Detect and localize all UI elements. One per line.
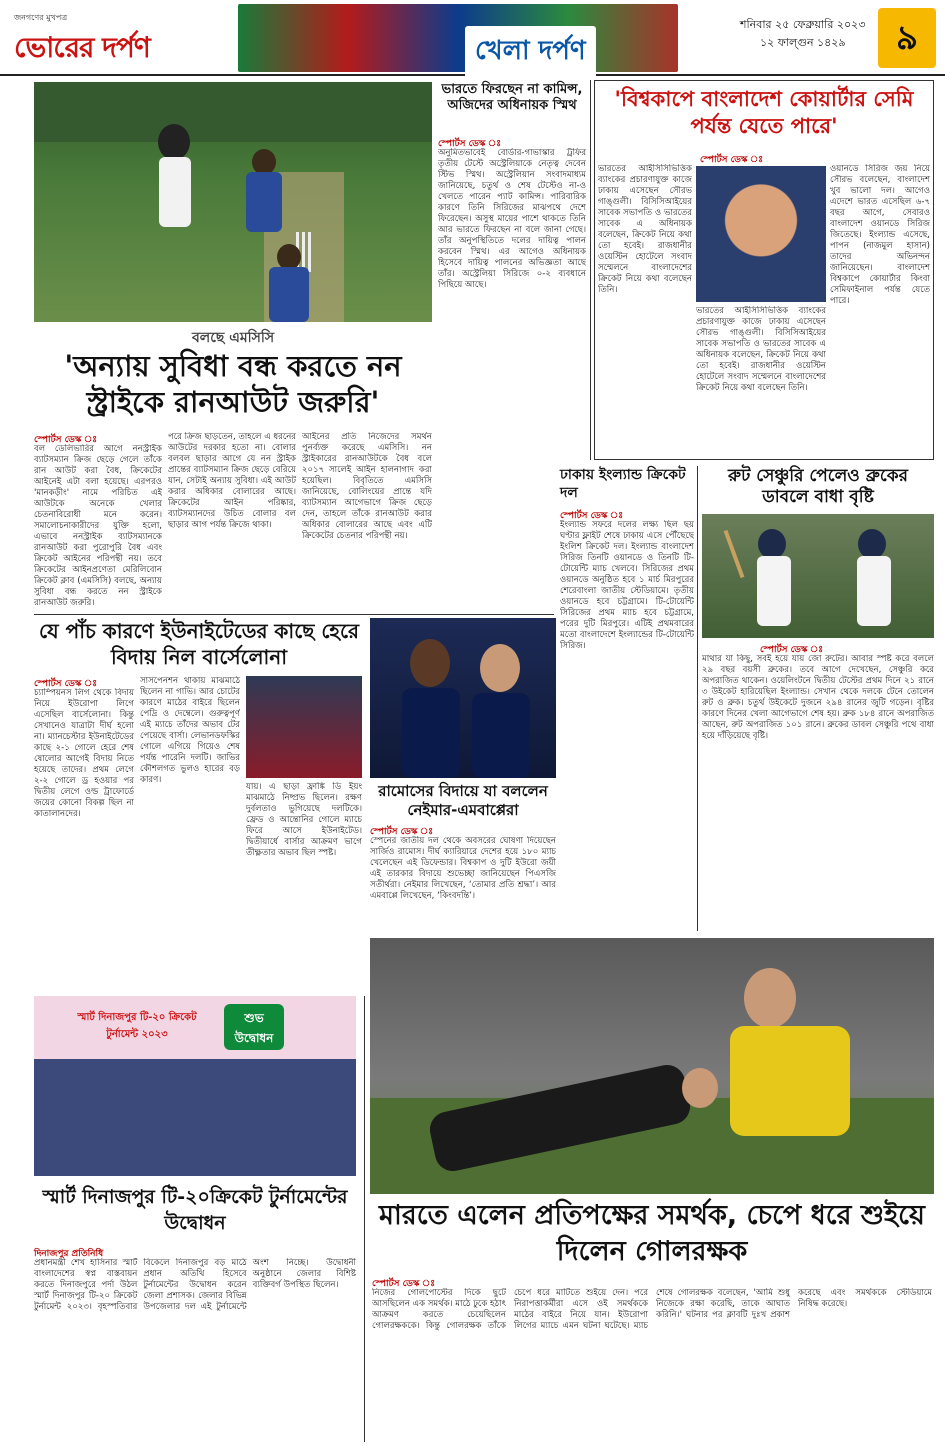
banner-text: স্মার্ট দিনাজপুর টি-২০ ক্রিকেট টুর্নামেন্ট ২০২৩ — [77, 1012, 197, 1040]
column-divider — [590, 80, 591, 460]
column-divider — [697, 466, 698, 931]
article-byline: স্পোর্টস ডেস্ক ঃ — [372, 1279, 436, 1289]
article-body: প্রধানমন্ত্রী শেখ হাসিনার স্মার্ট বাংলাদেশের স্বপ্ন বাস্তবায়ন করতে দিনাজপুরে পর্দা উঠল স্মার্ট দিনাজপুর টি-২০ ক্রিকেট টুর্নামেন্ট ২০২৩। বৃহস্পতিবার বিকেলে দিনাজপুর বড় মাঠে প্রধান অতিথি হিসেবে টুর্নামেন্টের উদ্বোধন করেন জেলা প্রশাসক। জেলার বিভিন্ন উপজেলার দল এই টুর্নামেন্টে অংশ নিচ্ছে। উদ্বোধনী অনুষ্ঠানে জেলার বিশিষ্ট ব্যক্তিবর্গ উপস্থিত ছিলেন। — [34, 1258, 356, 1312]
article-body: ভারতের আইসিসিভিত্তিক ব্যাংকের প্রচারণাযুক্ত কাজে ঢাকায় এসেছেন সৌরভ গাঙ্গুলী। বিসিসিআইয়ের সাবেক সভাপতি ও ভারতের সাবেক এ অধিনায়ক বলেছেন, ক্রিকেট নিয়ে কথা তো হবেই। রাজধানীর ওয়েস্টিন হোটেলে সংবাদ সম্মেলনে বাংলাদেশের ক্রিকেট নিয়ে কথা বলেছেন তিনি। — [696, 306, 826, 393]
article-byline: স্পোর্টস ডেস্ক ঃ — [560, 511, 624, 521]
date-bengali: ১২ ফাল্গুন ১৪২৯ — [760, 36, 846, 49]
article-body: আইনের প্রতি নিজেদের সমর্থন পুনর্ব্যক্ত করেছে এমসিসি। নন স্ট্রাইকারের রানআউটকে বৈধ বলে ২০১৭ সালেই আইন হালনাগাদ করা হয়েছিল। বিবৃতিতে এমসিসি জানিয়েছে, বোলিংয়ের প্রান্তে যদি ব্যাটসম্যান আগেভাগে ক্রিজ ছেড়ে দেন, তাহলে তাঁকে রানআউট করার অধিকার বোলারের আছে এবং এটি ক্রিকেটের চেতনার পরিপন্থী নয়। — [302, 432, 432, 541]
tournament-opening-photo — [34, 996, 356, 1176]
article-body: বল ডেলিভারির আগে ননস্ট্রাইক ব্যাটসম্যান ক্রিজ ছেড়ে গেলে তাঁকে রান আউট করা বৈধ, ক্রিকেটের আইনেই এটা বলা হয়েছে। এরপরও 'মানকড়ীং' নামে পরিচিত এই আউটকে অনেকে খেলার চেতনাবিরোধী মনে করেন। সমালোচনাকারীদের যুক্তি হলো, এভাবে ননস্ট্রাইক ব্যাটসম্যানকে রানআউট করা পুরোপুরি বৈধ এবং ক্রিকেট আইনের পরিপন্থী নয়। তবে ক্রিকেটের আইনপ্রণেতা মেরিলিবোন ক্রিকেট ক্লাব (এমসিসি) বলছে, অন্যায় সুবিধা বন্ধ করতে নন স্ট্রাইকে রানআউট জরুরি। — [34, 444, 162, 608]
article-headline: 'অন্যায় সুবিধা বন্ধ করতে নন স্ট্রাইকে রানআউট জরুরি' — [64, 349, 402, 419]
article-byline: দিনাজপুর প্রতিনিধি — [34, 1249, 104, 1259]
masthead — [0, 0, 945, 76]
goalkeeper-fan-photo — [370, 938, 934, 1194]
article-headline: রামোসের বিদায়ে যা বললেন নেইমার-এমবাপ্পেরা — [378, 782, 548, 819]
article-byline: স্পোর্টস ডেস্ক ঃ — [34, 679, 98, 689]
article-body: অনুমিতভাবেই বোর্ডার-গাভাস্কার ট্রফির তৃতীয় টেস্টে অস্ট্রেলিয়াকে নেতৃত্ব দেবেন স্টিভ স্মিথ। অস্ট্রেলিয়ান সংবাদমাধ্যম জানিয়েছে, চতুর্থ ও শেষ টেস্টেও না-ও খেলতে পারেন প্যাট কামিন্স। পারিবারিক কারণে তিনি সিরিজের মাঝপথে দেশে ফিরেছেন। অসুস্থ মায়ের পাশে থাকতে তিনি আর ভারতে ফিরছেন না বলে জানা গেছে। তাঁর অনুপস্থিতিতে দলের দায়িত্ব পালন করবেন স্মিথ। এর আগেও অধিনায়ক হিসেবে দায়িত্ব পালনের অভিজ্ঞতা আছে তাঁর। অস্ট্রেলিয়া সিরিজে ০-২ ব্যবধানে পিছিয়ে আছে। — [438, 148, 586, 290]
article-body: পরে ক্রিজ ছাড়তেন, তাহলে এ ধরনের আউটের দরকার হতো না। বোলার বলবল ছাড়ার আগে যে নন স্ট্রাইক প্রান্তের ব্যাটসম্যান ক্রিজ ছেড়ে বেরিয়ে যান, সেটাই অন্যায় সুবিধা। এই আউট করার অধিকার বোলারের আছে। ক্রিকেটের আইন পরিষ্কার, ব্যাটসম্যানদের উচিত বোলার বল ছাড়ার আগ পর্যন্ত ক্রিজে থাকা। — [168, 432, 296, 530]
opening-sign: শুভ উদ্বোধন — [224, 1004, 284, 1050]
cricket-photo-illustration — [702, 514, 934, 638]
article-headline: স্মার্ট দিনাজপুর টি-২০ক্রিকেট টুর্নামেন্টের উদ্বোধন — [42, 1186, 348, 1234]
section-title: খেলা দর্পণ — [465, 26, 596, 78]
article-body: চ্যাম্পিয়নস লিগ থেকে বিদায় নিয়ে ইউরোপা লিগে এসেছিল বার্সেলোনা। কিন্তু সেখানেও যাত্রাটা দীর্ঘ হলো না। ম্যানচেস্টার ইউনাইটেডের কাছে ২-১ গোলে হেরে শেষ ষোলোর আগেই বিদায় নিতে হয়েছে তাদের। প্রথম লেগে ২-২ গোলে ড্র হওয়ার পর দ্বিতীয় লেগে ওল্ড ট্রাফোর্ডে জয়ের কোনো বিকল্প ছিল না কাতালানদের। — [34, 688, 134, 819]
football-photo-illustration — [370, 938, 934, 1194]
cricket-runout-photo — [34, 82, 432, 322]
football-photo-illustration — [370, 618, 556, 778]
article-body: সাসপেনশন থাকায় মাঝমাঠে ছিলেন না গাভি। আর চোটের কারণে মাঠের বাইরে ছিলেন পেদ্রি ও দেম্বেলে। গুরুত্বপূর্ণ এই ম্যাচে তাঁদের অভাব টের পেয়েছে বার্সা। লেভানডফস্কির গোলে এগিয়ে গিয়েও শেষ পর্যন্ত পারেনি দলটি। জাভির কৌশলগত ভুলও হারের বড় কারণ। — [140, 676, 240, 785]
article-body: স্পেনের জাতীয় দল থেকে অবসরের ঘোষণা দিয়েছেন সার্জিও রামোস। দীর্ঘ ক্যারিয়ারে দেশের হয়ে ১৮০ ম্যাচ খেলেছেন এই ডিফেন্ডার। বিশ্বকাপ ও দুটি ইউরো জয়ী এই তারকার বিদায়ে শুভেচ্ছা জানিয়েছেন পিএসজি সতীর্থরা। নেইমার লিখেছেন, ‘তোমার প্রতি শ্রদ্ধা’। আর এমবাপ্পে লিখেছেন, ‘কিংবদন্তি’। — [370, 836, 556, 901]
article-byline: স্পোর্টস ডেস্ক ঃ — [370, 827, 434, 837]
article-byline: স্পোর্টস ডেস্ক ঃ — [34, 435, 98, 445]
sports-banner-image — [238, 4, 678, 72]
article-headline: যে পাঁচ কারণে ইউনাইটেডের কাছে হেরে বিদায় নিল বার্সেলোনা — [39, 619, 359, 669]
newspaper-logo: ভোরের দর্পণ — [14, 31, 150, 64]
article-body: ইংল্যান্ড সফরে দলের লক্ষ্য ছিল ছয় ঘণ্টার ফ্লাইট শেষে ঢাকায় এসে পৌঁছেছে ইংলিশ ক্রিকেট দল। ইংল্যান্ড বাংলাদেশ সিরিজ তিনটি ওয়ানডে ও তিনটি টি-টোয়েন্টি ম্যাচ খেলবে। সিরিজের প্রথম ওয়ানডে অনুষ্ঠিত হবে ১ মার্চ মিরপুরের শেরেবাংলা জাতীয় স্টেডিয়ামে। তৃতীয় ওয়ানডে হবে চট্টগ্রামে। টি-টোয়েন্টি সিরিজের প্রথম ম্যাচ হবে চট্টগ্রামে, পরের দুটি মিরপুরে। এটিই প্রথমবারের মতো বাংলাদেশে ইংল্যান্ডের টি-টোয়েন্টি সিরিজ। — [560, 520, 694, 651]
ganguly-portrait — [696, 166, 826, 302]
article-body: মাথার যা কিছু, সবই হয়ে যায় জো রুটের। আবার স্পষ্ট করে বললে ২৯ বছর বয়সী ব্রুকের। তবে আগে দেখেছেন, সেঞ্চুরি করে অপরাজিত থাকেন। ওয়েলিংটনে দ্বিতীয় টেস্টের প্রথম দিনে ২১ রানে ৩ উইকেট হারিয়েছিল ইংল্যান্ড। সেখান থেকে দলকে টেনে তোলেন রুট ও ব্রুক। চতুর্থ উইকেটে দুজনে ২৯৪ রানের জুটি গড়েন। বৃষ্টির কারণে দিনের খেলা আগেভাগে শেষ হয়। ব্রুক ১৮৪ রানে অপরাজিত আছেন, রুট অপরাজিত ১০১ রানে। ব্রুকের ডাবল সেঞ্চুরি পথে বাধা হয়ে দাঁড়িয়েছে বৃষ্টি। — [702, 654, 934, 741]
article-headline: মারতে এলেন প্রতিপক্ষের সমর্থক, চেপে ধরে শুইয়ে দিলেন গোলরক্ষক — [379, 1200, 925, 1267]
article-headline: রুট সেঞ্চুরি পেলেও ব্রুকের ডাবলে বাধা বৃষ্টি — [728, 466, 908, 507]
article-headline: 'বিশ্বকাপে বাংলাদেশ কোয়ার্টার সেমি পর্যন্ত যেতে পারে' — [614, 87, 914, 138]
neymar-mbappe-photo — [370, 618, 556, 778]
column-divider — [364, 996, 365, 1442]
date-gregorian: শনিবার ২৫ ফেব্রুয়ারি ২০২৩ — [740, 18, 866, 31]
article-body: ভারতের আইসিসিভিত্তিক ব্যাংকের প্রচারণাযুক্ত কাজে ঢাকায় এসেছেন সৌরভ গাঙ্গুলী। বিসিসিআইয়ের সাবেক সভাপতি ও ভারতের সাবেক এ অধিনায়ক বলেছেন, ক্রিকেট নিয়ে কথা তো হবেই। রাজধানীর ওয়েস্টিন হোটেলে সংবাদ সম্মেলনে বাংলাদেশের ক্রিকেট নিয়ে কথা বলেছেন তিনি। — [598, 164, 692, 295]
article-body: যায়। এ ছাড়া ফ্রাঙ্কি ডি ইয়ং মাঝমাঠে নিষ্প্রভ ছিলেন। রক্ষণ দুর্বলতাও ভুগিয়েছে দলটিকে। ফ্রেড ও আন্তোনির গোলে ম্যাচে ফিরে আসে ইউনাইটেড। দ্বিতীয়ার্ধে বার্সার আক্রমণ ভাগে তীক্ষ্ণতার অভাব ছিল স্পষ্ট। — [246, 782, 362, 858]
root-brook-photo — [702, 514, 934, 638]
article-byline: স্পোর্টস ডেস্ক ঃ — [700, 155, 764, 165]
logo-tagline: জনগণের মুখপত্র — [14, 13, 68, 22]
article-byline: স্পোর্টস ডেস্ক ঃ — [438, 139, 502, 149]
article-body: নিজের গোলপোস্টের দিকে ছুটে আসছিলেন এক সমর্থক। মাঠে ঢুকে হঠাৎ আক্রমণ করতে চেয়েছিলেন গোলরক্ষককে। কিন্তু গোলরক্ষক তাঁকে চেপে ধরে মাটিতে শুইয়ে দেন। পরে নিরাপত্তাকর্মীরা এসে ওই সমর্থককে মাঠের বাইরে নিয়ে যান। ইউরোপা লিগের ম্যাচে এমন ঘটনা ঘটেছে। ম্যাচ শেষে গোলরক্ষক বলেছেন, 'আমি শুধু নিজেকে রক্ষা করেছি, তাকে আঘাত করিনি।' ঘটনার পর ক্লাবটি দুঃখ প্রকাশ করেছে এবং সমর্থককে স্টেডিয়ামে নিষিদ্ধ করেছে। — [372, 1288, 932, 1331]
article-headline: ঢাকায় ইংল্যান্ড ক্রিকেট দল — [560, 467, 686, 501]
article-headline: ভারতে ফিরছেন না কামিন্স, অজিদের অধিনায়ক স্মিথ — [441, 82, 583, 113]
article-byline: স্পোর্টস ডেস্ক ঃ — [760, 645, 824, 655]
barcelona-players-photo — [246, 676, 362, 778]
article-body: ওয়ানডে সিরিজ জয় নিয়ে সৌরভ বলেছেন, বাংলাদেশ খুব ভালো দল। আগেও এদেশে ভারত এসেছিল ৬-৭ বছর আগে, সেবারও বাংলাদেশ ওয়ানডে সিরিজ জিতেছে। ইংল্যান্ড এসেছে, পাপন (নাজমুল হাসান) তাদের অভিনন্দন জানিয়েছেন। বাংলাদেশ বিশ্বকাপে কোয়ার্টার কিংবা সেমিফাইনাল পর্যন্ত যেতে পারে। — [830, 164, 930, 306]
page-number: ৯ — [878, 8, 936, 68]
article-kicker: বলছে এমসিসি — [192, 330, 275, 346]
cricket-photo-illustration — [34, 82, 432, 322]
section-divider — [34, 614, 554, 615]
